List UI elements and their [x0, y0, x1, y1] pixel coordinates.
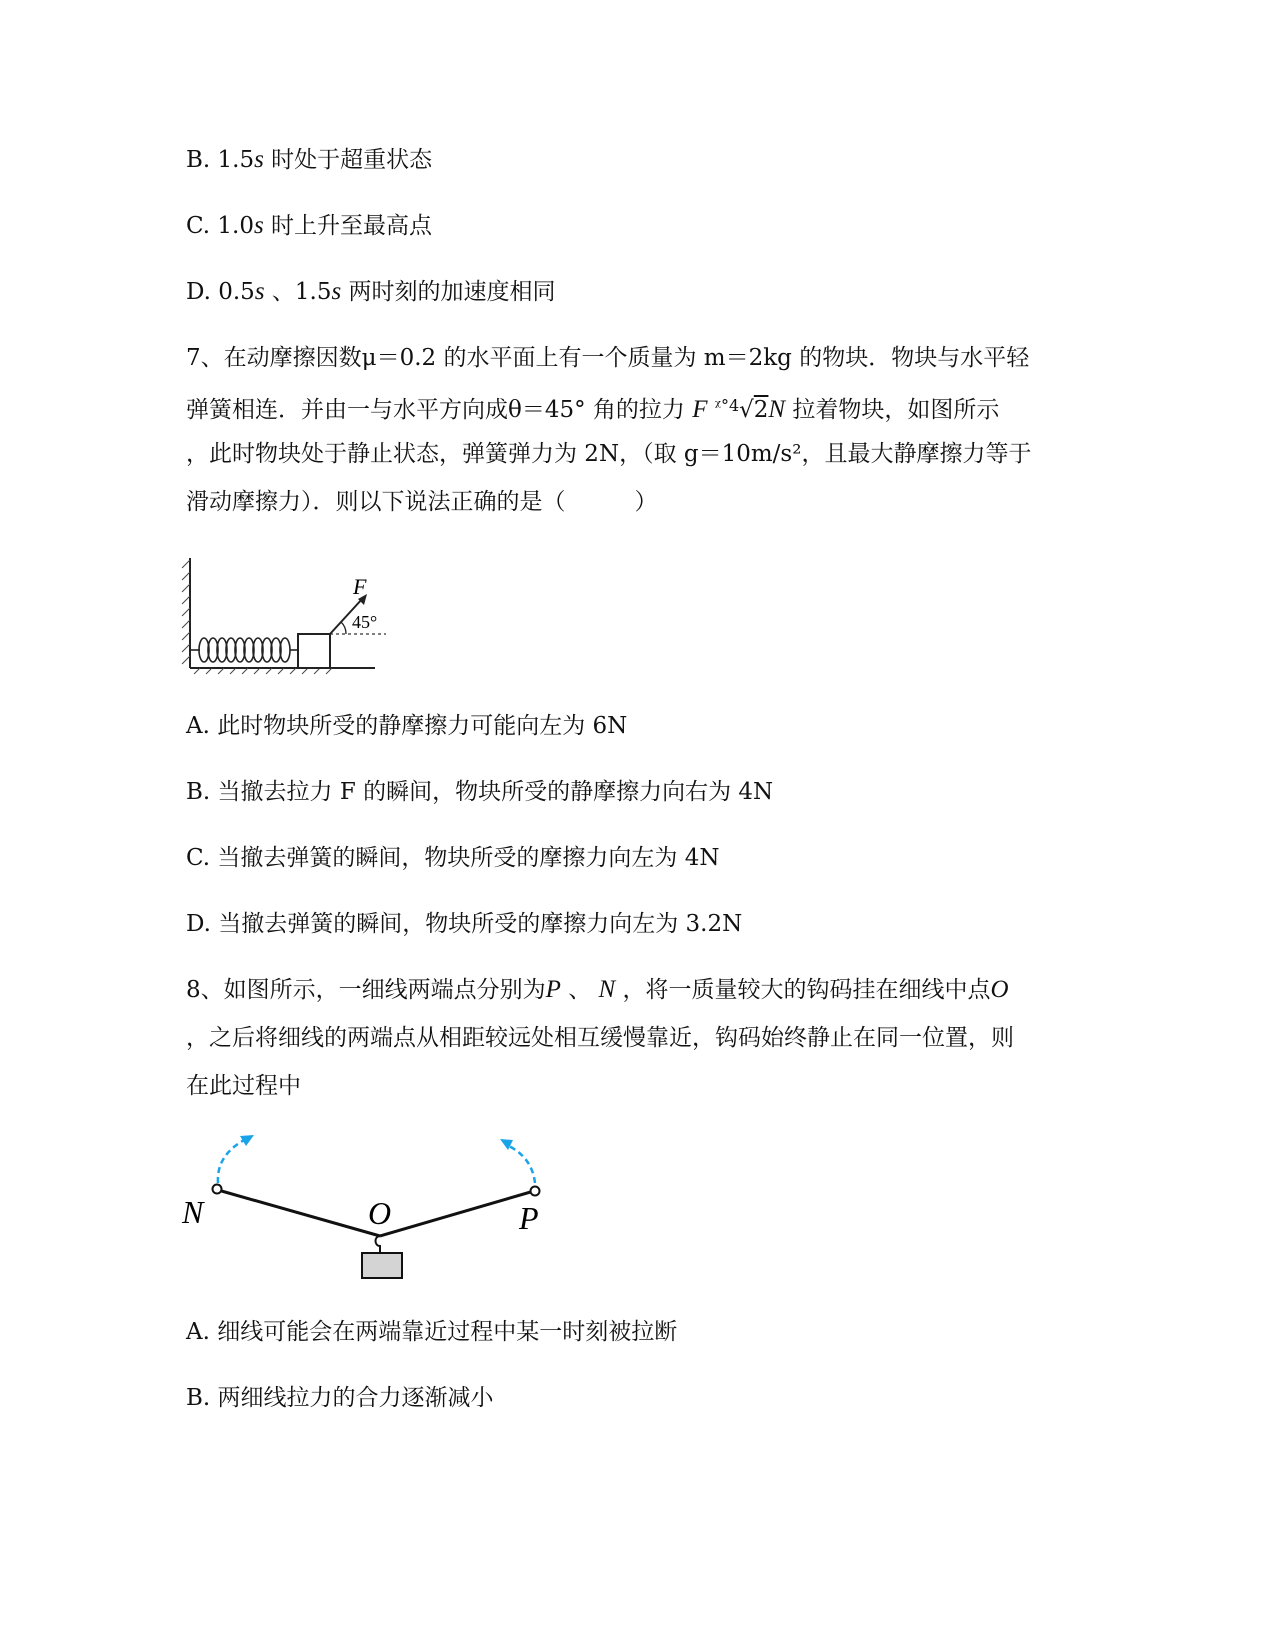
- q8-option-a: A. 细线可能会在两端靠近过程中某一时刻被拉断: [186, 1319, 678, 1345]
- q7-option-d: D. 当撤去弹簧的瞬间，物块所受的摩擦力向左为 3.2N: [186, 911, 743, 937]
- q8-stem-line3: 在此过程中: [186, 1073, 301, 1099]
- force-label: F: [353, 574, 367, 599]
- q7-spring-block-figure: [180, 550, 400, 680]
- q7-option-c: C. 当撤去弹簧的瞬间，物块所受的摩擦力向左为 4N: [186, 845, 720, 871]
- option-c-prev: C. 1.0s 时上升至最高点: [186, 212, 433, 239]
- string-right: [380, 1191, 534, 1236]
- motion-arrow-right: [507, 1145, 535, 1183]
- string-left: [218, 1190, 380, 1236]
- q7-stem-line3: ，此时物块处于静止状态，弹簧弹力为 2N，（取 g＝10m/s²，且最大静摩擦力等于: [186, 441, 1032, 467]
- q7-option-a: A. 此时物块所受的静摩擦力可能向左为 6N: [186, 713, 628, 739]
- motion-arrow-left: [218, 1139, 246, 1183]
- wall-hatching: [182, 560, 190, 664]
- spring: [190, 638, 298, 662]
- q8-option-b: B. 两细线拉力的合力逐渐减小: [186, 1385, 494, 1411]
- q7-option-b: B. 当撤去拉力 F 的瞬间，物块所受的静摩擦力向右为 4N: [186, 779, 774, 805]
- angle-label: 45°: [352, 612, 378, 632]
- q8-stem-line1: 8、如图所示，一细线两端点分别为P 、 N ，将一质量较大的钩码挂在细线中点O: [186, 976, 1009, 1003]
- label-p: P: [519, 1200, 539, 1236]
- option-d-prev: D. 0.5s 、1.5s 两时刻的加速度相同: [186, 278, 556, 305]
- endpoint-p: [531, 1187, 540, 1196]
- option-b-prev: B. 1.5s 时处于超重状态: [186, 146, 433, 173]
- q8-stem-line2: ，之后将细线的两端点从相距较远处相互缓慢靠近，钩码始终静止在同一位置，则: [186, 1025, 1014, 1051]
- label-o: O: [368, 1195, 392, 1231]
- angle-arc: [341, 622, 346, 634]
- q7-stem-line1: 7、在动摩擦因数μ＝0.2 的水平面上有一个质量为 m＝2kg 的物块．物块与水平轻: [186, 345, 1030, 371]
- weight-block: [362, 1253, 402, 1278]
- block: [298, 634, 330, 668]
- q7-stem-line4: 滑动摩擦力）．则以下说法正确的是（ ）: [186, 489, 658, 515]
- q7-stem-line2: 弹簧相连．并由一与水平方向成θ＝45° 角的拉力 F $^{ᵡ^\circ 4}$√2N 拉着物块，如图所示: [186, 396, 1000, 423]
- label-n: N: [182, 1194, 204, 1230]
- hook: [376, 1236, 381, 1253]
- q8-string-weight-figure: [180, 1125, 560, 1295]
- endpoint-n: [213, 1185, 222, 1194]
